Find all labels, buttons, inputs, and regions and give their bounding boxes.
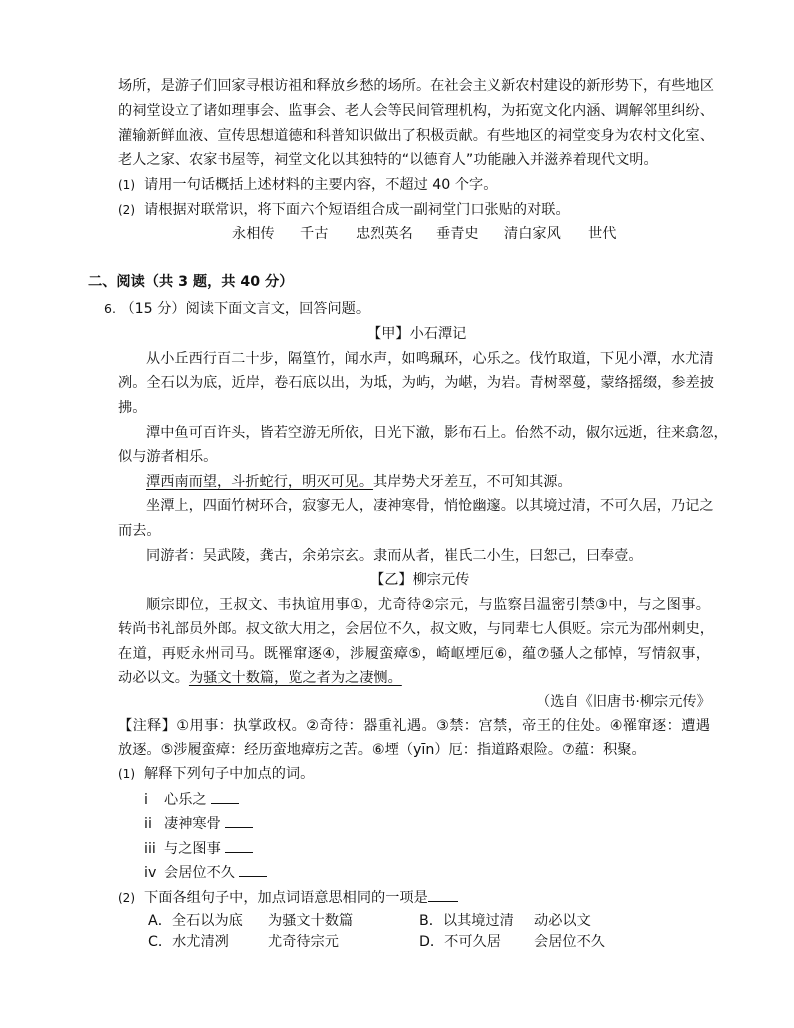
question-6-instruction: （15 分）阅读下面文言文，回答问题。 [120, 301, 371, 317]
jia-line-6-rest: 其岸势犬牙差互，不可知其源。 [373, 474, 572, 490]
jia-line-6 [146, 472, 572, 492]
option-a[interactable] [148, 911, 243, 931]
jia-line-9: 同游者：吴武陵，龚古，余弟宗玄。隶而从者，崔氏二小生，曰恕己，曰奉壹。 [146, 548, 643, 564]
option-c[interactable] [148, 932, 229, 952]
jia-line-7: 坐潭上，四面竹树环合，寂寥无人，凄神寒骨，悄怆幽邃。以其境过清，不可久居，乃记之 [146, 498, 714, 514]
sub1-item-4-label: iv [144, 865, 157, 881]
option-b[interactable] [419, 911, 514, 931]
answer-blank-1[interactable] [211, 789, 239, 804]
phrase-5: 清白家风 [504, 226, 561, 242]
yi-line-4-start: 动必以文。 [118, 670, 189, 686]
subquestion-1-text: 解释下列句子中加点的词。 [144, 766, 315, 782]
question-6-number: 6. [104, 301, 116, 316]
sub1-item-2 [144, 813, 253, 834]
option-d-sentence-1: 不可久居 [444, 934, 501, 950]
intro-q1-number: (1) [118, 178, 135, 192]
yi-line-2: 转尚书礼部员外郎。叔文欲大用之，会居位不久，叔文败，与同辈七人俱贬。宗元为邵州刺史， [118, 621, 714, 637]
jia-line-2: 冽。全石以为底，近岸，卷石底以出，为坻，为屿，为嵁，为岩。青树翠蔓，蒙络摇缀，参差披 [118, 375, 714, 391]
subquestion-2-text: 下面各组句子中，加点词语意思相同的一项是 [144, 890, 428, 906]
subquestion-1 [118, 764, 314, 784]
subquestion-1-number: (1) [118, 767, 135, 781]
option-c-letter: C． [148, 934, 173, 950]
intro-q1-text: 请用一句话概括上述材料的主要内容，不超过 40 个字。 [144, 177, 498, 193]
intro-q2-text: 请根据对联常识，将下面六个短语组合成一副祠堂门口张贴的对联。 [144, 202, 570, 218]
sub1-item-3-text: 与之图事 [164, 841, 221, 857]
jia-underlined-sentence: 潭西南而望，斗折蛇行，明灭可见。 [146, 474, 374, 490]
option-c-second: 尤奇待宗元 [268, 934, 339, 950]
sub1-item-2-label: ii [144, 816, 152, 832]
subquestion-2-number: (2) [118, 891, 135, 905]
intro-line-4: 老人之家、农家书屋等，祠堂文化以其独特的“以德育人”功能融入并滋养着现代文明。 [118, 152, 658, 168]
sub1-item-4-text: 会居位不久 [164, 865, 235, 881]
answer-blank-4[interactable] [239, 862, 267, 877]
sub1-item-3-label: iii [144, 841, 156, 857]
passage-jia-title: 【甲】小石潭记 [367, 326, 467, 342]
sub1-item-4 [144, 862, 267, 883]
option-a-second: 为骚文十数篇 [268, 913, 354, 929]
option-b-letter: B． [419, 913, 443, 929]
phrase-2: 千古 [300, 226, 329, 242]
phrase-4: 垂青史 [436, 226, 479, 242]
subquestion-2 [118, 887, 458, 908]
sub1-item-1 [144, 789, 239, 810]
intro-line-1: 场所，是游子们回家寻根访祖和释放乡愁的场所。在社会主义新农村建设的新形势下，有些地区 [118, 78, 714, 94]
intro-q2-number: (2) [118, 203, 135, 217]
jia-line-5: 似与游者相乐。 [118, 449, 218, 465]
option-d-letter: D． [419, 934, 445, 950]
option-d-second: 会居位不久 [534, 934, 605, 950]
jia-line-4: 潭中鱼可百许头，皆若空游无所依，日光下澈，影布石上。佁然不动，俶尔远逝，往来翕忽， [146, 425, 728, 441]
jia-line-3: 拂。 [118, 400, 147, 416]
option-b-second: 动必以文 [534, 913, 591, 929]
notes-line-1: 【注释】①用事：执掌政权。②奇待：器重礼遇。③禁：宫禁，帝王的住处。④罹窜逐：遭遇 [118, 718, 710, 734]
sub1-item-1-label: i [144, 792, 148, 808]
answer-blank-3[interactable] [225, 838, 253, 853]
intro-question-1 [118, 175, 497, 195]
sub1-item-2-text: 凄神寒骨 [164, 816, 221, 832]
option-a-sentence-1: 全石以为底 [171, 913, 243, 929]
intro-line-2: 的祠堂设立了诸如理事会、监事会、老人会等民间管理机构，为拓宽文化内涵、调解邻里纠纷、 [118, 103, 714, 119]
sub1-item-3 [144, 838, 253, 859]
intro-question-2 [118, 200, 570, 220]
answer-blank-5[interactable] [428, 887, 458, 902]
jia-line-1: 从小丘西行百二十步，隔篁竹，闻水声，如鸣珮环，心乐之。伐竹取道，下见小潭，水尤清 [146, 351, 714, 367]
phrase-3: 忠烈英名 [356, 226, 413, 242]
question-6-header [104, 299, 370, 319]
yi-line-3: 在道，再贬永州司马。既罹窜逐④，涉履蛮瘴⑤，崎岖堙厄⑥，蕴⑦骚人之郁悼，写情叙事， [118, 646, 710, 662]
option-d[interactable] [419, 932, 501, 952]
yi-line-1: 顺宗即位，王叔文、韦执谊用事①，尤奇待②宗元，与监察吕温密引禁③中，与之图事。 [146, 597, 710, 613]
answer-blank-2[interactable] [225, 813, 253, 828]
jia-line-8: 而去。 [118, 523, 161, 539]
intro-line-3: 灌输新鲜血液、宣传思想道德和科普知识做出了积极贡献。有些地区的祠堂变身为农村文化室、 [118, 128, 714, 144]
source-citation: （选自《旧唐书·柳宗元传》 [536, 694, 711, 710]
yi-underlined-sentence: 为骚文十数篇，览之者为之凄恻。 [188, 670, 402, 686]
yi-line-4 [118, 668, 402, 688]
option-a-letter: A． [148, 913, 172, 929]
phrase-1: 永相传 [232, 226, 275, 242]
option-c-sentence-1: 水尤清冽 [172, 934, 229, 950]
section-title: 二、阅读（共 3 题，共 40 分） [88, 274, 294, 290]
option-b-sentence-1: 以其境过清 [442, 913, 514, 929]
notes-line-2: 放逐。⑤涉履蛮瘴：经历蛮地瘴疠之苦。⑥堙（yīn）厄：指道路艰险。⑦蕴：积聚。 [118, 742, 646, 758]
sub1-item-1-text: 心乐之 [164, 792, 207, 808]
phrase-6: 世代 [588, 226, 617, 242]
passage-yi-title: 【乙】柳宗元传 [370, 572, 470, 588]
